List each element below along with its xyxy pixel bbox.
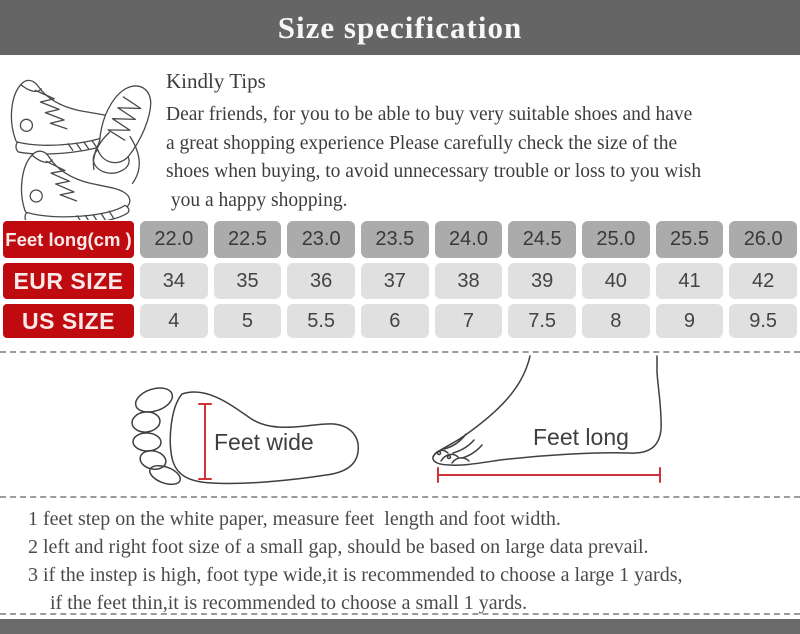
- table-cell: 40: [582, 263, 650, 299]
- table-cell: 24.0: [435, 221, 503, 258]
- foot-length-diagram-icon: [408, 352, 680, 492]
- table-cell: 25.5: [656, 221, 724, 258]
- row-label-us-size: US SIZE: [3, 304, 134, 338]
- note-line: 2 left and right foot size of a small gap, should be based on large data prevail.: [28, 536, 649, 558]
- feet-long-label: Feet long: [533, 424, 629, 450]
- table-cell: 35: [214, 263, 282, 299]
- sneakers-illustration-icon: [0, 64, 166, 220]
- feet-wide-label: Feet wide: [214, 429, 314, 455]
- table-cell: 7.5: [508, 304, 576, 338]
- table-cell: 5: [214, 304, 282, 338]
- row-label-eur-size: EUR SIZE: [3, 263, 134, 299]
- table-cell: 9: [656, 304, 724, 338]
- table-cell: 5.5: [287, 304, 355, 338]
- dashed-divider: [0, 496, 800, 498]
- header-bar: [0, 0, 800, 55]
- page-title: Size specification: [277, 9, 523, 45]
- note-line: 3 if the instep is high, foot type wide,it is recommended to choose a large 1 yards,: [28, 564, 683, 586]
- table-cell: 25.0: [582, 221, 650, 258]
- note-line: 1 feet step on the white paper, measure feet length and foot width.: [28, 508, 561, 530]
- table-cell: 6: [361, 304, 429, 338]
- tips-heading: Kindly Tips: [166, 69, 266, 93]
- table-cell: 22.0: [140, 221, 208, 258]
- measurement-notes: [28, 505, 790, 617]
- table-cell: 34: [140, 263, 208, 299]
- table-cell: 42: [729, 263, 797, 299]
- table-cell: 39: [508, 263, 576, 299]
- table-cell: 26.0: [729, 221, 797, 258]
- note-line: if the feet thin,it is recommended to choose a small 1 yards.: [50, 592, 528, 614]
- table-cell: 38: [435, 263, 503, 299]
- row-label-feet-long: Feet long(cm ): [3, 221, 134, 258]
- kindly-tips-section: [166, 69, 796, 215]
- table-cell: 36: [287, 263, 355, 299]
- table-cell: 23.0: [287, 221, 355, 258]
- table-cell: 9.5: [729, 304, 797, 338]
- table-cell: 41: [656, 263, 724, 299]
- footer-bar: [0, 619, 800, 634]
- table-cell: 24.5: [508, 221, 576, 258]
- table-cell: 22.5: [214, 221, 282, 258]
- table-cell: 8: [582, 304, 650, 338]
- tips-line: shoes when buying, to avoid unnecessary trouble or loss to you wish: [166, 161, 702, 182]
- table-cell: 37: [361, 263, 429, 299]
- tips-line: Dear friends, for you to be able to buy very suitable shoes and have: [166, 104, 693, 125]
- table-cell: 7: [435, 304, 503, 338]
- size-table: [3, 221, 797, 338]
- dashed-divider: [0, 351, 800, 353]
- tips-line: a great shopping experience Please carefully check the size of the: [166, 132, 678, 154]
- tips-line: you a happy shopping.: [166, 189, 348, 211]
- table-cell: 23.5: [361, 221, 429, 258]
- table-cell: 4: [140, 304, 208, 338]
